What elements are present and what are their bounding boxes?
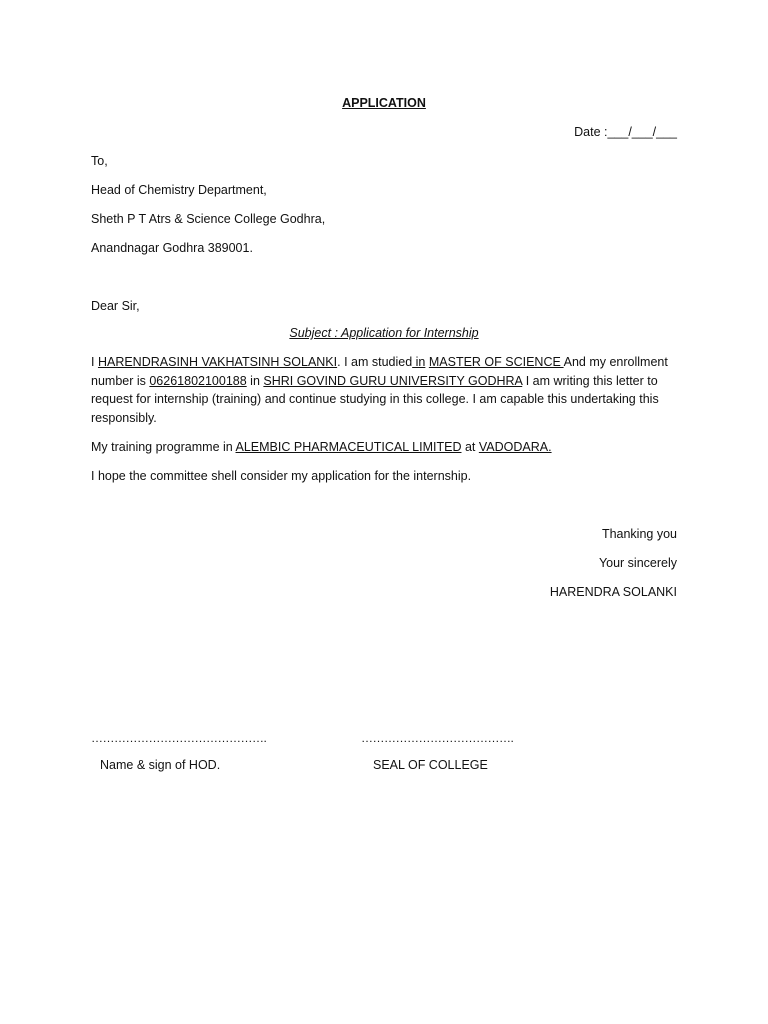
body-paragraph-1 xyxy=(91,353,681,427)
hod-signature-label: Name & sign of HOD. xyxy=(100,758,221,772)
text-span: I xyxy=(91,355,98,369)
addressee-line: Head of Chemistry Department, xyxy=(91,183,267,197)
text-span: at xyxy=(461,440,479,454)
hod-signature-line: ………………………………………. xyxy=(91,731,267,745)
text-span: And my enrollment number is xyxy=(91,355,668,388)
text-span: in xyxy=(412,355,426,369)
text-span: I am writing this letter to request for internship (training) and continue studying in this college. I am capable this undertaking this responsibly. xyxy=(91,373,659,425)
enrollment-number: 06261802100188 xyxy=(149,373,247,388)
closing-thanks: Thanking you xyxy=(601,527,677,541)
degree-name: MASTER OF SCIENCE xyxy=(428,355,564,369)
document-title: APPLICATION xyxy=(342,96,426,110)
college-line: Sheth P T Atrs & Science College Godhra, xyxy=(91,212,326,226)
city-name: VADODARA. xyxy=(478,440,552,454)
company-name: ALEMBIC PHARMACEUTICAL LIMITED xyxy=(235,440,462,454)
text-span: in xyxy=(246,373,264,388)
seal-label: SEAL OF COLLEGE xyxy=(373,758,488,772)
signatory-name: HARENDRA SOLANKI xyxy=(549,585,677,599)
student-name: HARENDRASINH VAKHATSINH SOLANKI xyxy=(97,355,338,369)
text-span: . I am studied xyxy=(337,355,413,369)
to-line: To, xyxy=(91,154,108,168)
date-line: Date :___/___/___ xyxy=(574,125,677,139)
closing-sincerely: Your sincerely xyxy=(598,556,677,570)
text-span: My training programme in xyxy=(91,440,236,454)
subject-line: Subject : Application for Internship xyxy=(289,326,479,340)
address-line: Anandnagar Godhra 389001. xyxy=(91,241,253,255)
body-paragraph-3: I hope the committee shell consider my application for the internship. xyxy=(91,469,472,483)
seal-line: …………………………………. xyxy=(361,731,514,745)
salutation: Dear Sir, xyxy=(91,299,140,313)
body-paragraph-2 xyxy=(91,438,681,457)
university-name: SHRI GOVIND GURU UNIVERSITY GODHRA xyxy=(263,373,523,388)
